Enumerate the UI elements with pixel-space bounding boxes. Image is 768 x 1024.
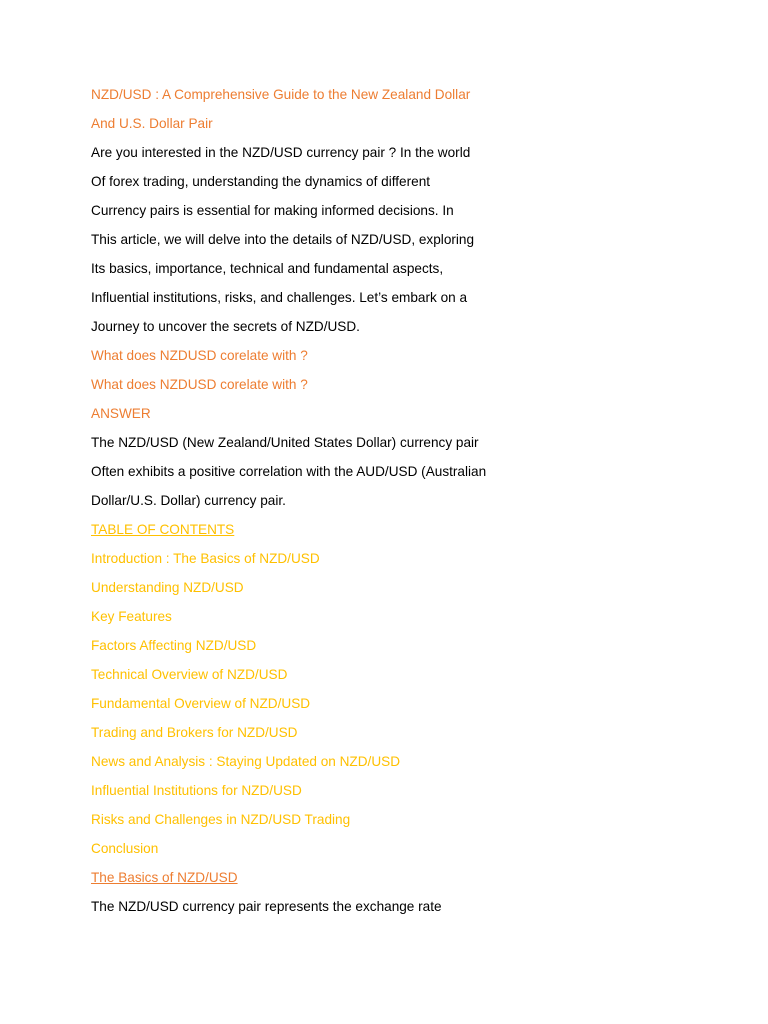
- question-heading: What does NZDUSD corelate with ?: [91, 348, 308, 363]
- section-line: The NZD/USD currency pair represents the exchange rate: [91, 899, 442, 914]
- toc-item-link[interactable]: Understanding NZD/USD: [91, 580, 244, 595]
- toc-item-link[interactable]: Factors Affecting NZD/USD: [91, 638, 257, 653]
- toc-heading-link[interactable]: TABLE OF CONTENTS: [91, 522, 235, 537]
- toc-item-link[interactable]: Technical Overview of NZD/USD: [91, 667, 288, 682]
- intro-paragraph: [91, 143, 731, 346]
- toc-item-link[interactable]: Trading and Brokers for NZD/USD: [91, 725, 298, 740]
- section-paragraph: [91, 897, 731, 926]
- toc-item-link[interactable]: News and Analysis : Staying Updated on NZD/USD: [91, 754, 401, 769]
- answer-line: Dollar/U.S. Dollar) currency pair.: [91, 493, 286, 508]
- intro-line: Of forex trading, understanding the dynamics of different: [91, 174, 431, 189]
- toc-item-link[interactable]: Risks and Challenges in NZD/USD Trading: [91, 812, 351, 827]
- toc-item-link[interactable]: Fundamental Overview of NZD/USD: [91, 696, 311, 711]
- intro-line: Its basics, importance, technical and fundamental aspects,: [91, 261, 444, 276]
- document-page: [91, 85, 731, 926]
- toc-item-link[interactable]: Introduction : The Basics of NZD/USD: [91, 551, 320, 566]
- intro-line: Currency pairs is essential for making informed decisions. In: [91, 203, 454, 218]
- title-line: And U.S. Dollar Pair: [91, 116, 213, 131]
- intro-line: Influential institutions, risks, and challenges. Let’s embark on a: [91, 290, 468, 305]
- title-line: NZD/USD : A Comprehensive Guide to the New Zealand Dollar: [91, 87, 471, 102]
- intro-line: Are you interested in the NZD/USD currency pair ? In the world: [91, 145, 471, 160]
- document-title: [91, 85, 731, 143]
- question-heading: What does NZDUSD corelate with ?: [91, 377, 308, 392]
- answer-paragraph: [91, 433, 731, 520]
- section-heading: The Basics of NZD/USD: [91, 870, 238, 885]
- toc-item-link[interactable]: Conclusion: [91, 841, 159, 856]
- answer-line: Often exhibits a positive correlation with the AUD/USD (Australian: [91, 464, 487, 479]
- toc-item-link[interactable]: Key Features: [91, 609, 172, 624]
- toc-item-link[interactable]: Influential Institutions for NZD/USD: [91, 783, 302, 798]
- intro-line: This article, we will delve into the details of NZD/USD, exploring: [91, 232, 475, 247]
- answer-line: The NZD/USD (New Zealand/United States Dollar) currency pair: [91, 435, 479, 450]
- table-of-contents: [91, 520, 731, 868]
- answer-heading: ANSWER: [91, 406, 151, 421]
- intro-line: Journey to uncover the secrets of NZD/USD.: [91, 319, 360, 334]
